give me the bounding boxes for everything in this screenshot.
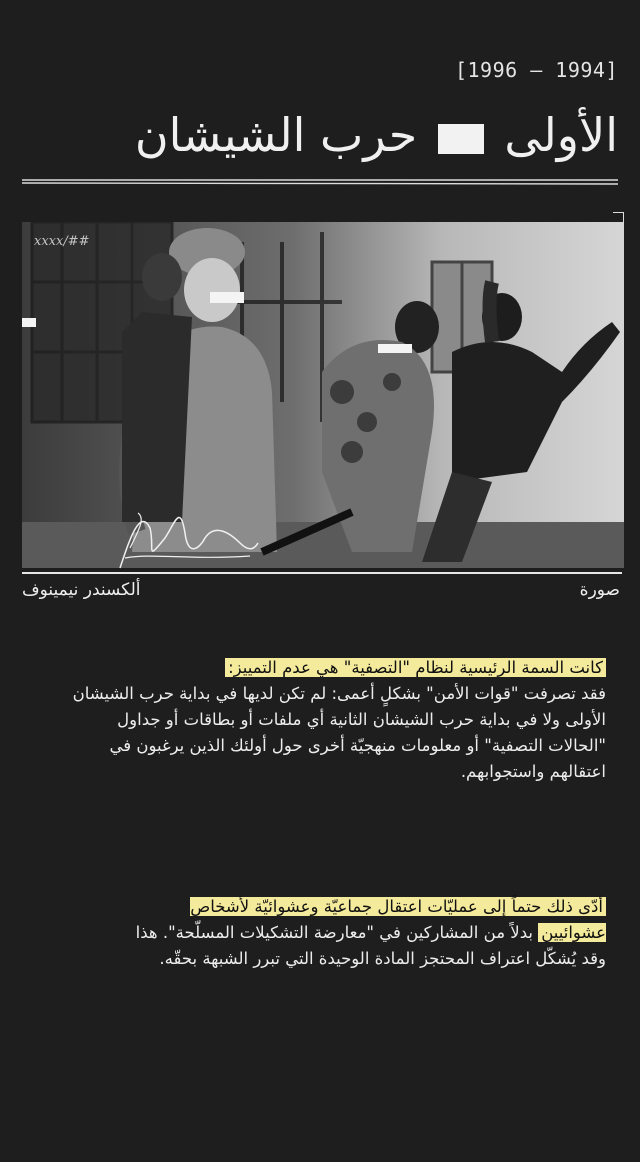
photo-caption-rule <box>22 572 622 574</box>
title-part-2: حرب الشيشان <box>134 108 418 162</box>
paragraph-1 <box>66 655 606 785</box>
paragraph-1-highlight: كانت السمة الرئيسية لنظام "التصفية" هي عدم التمييز: <box>225 658 606 677</box>
redaction-block <box>438 124 484 154</box>
photo-frame-corner-tr <box>613 212 624 223</box>
photo-author: ألكسندر نيمينوف <box>22 580 141 600</box>
photo-label: صورة <box>579 580 620 600</box>
photo-scribble: xxxx/## <box>34 234 90 249</box>
period-years: [1996 – 1994] <box>454 58 618 82</box>
paragraph-2-body: بدلاً من المشاركين في "معارضة التشكيلات المسلّحة". هذا وقد يُشكّل اعتراف المحتجز المادة الوحيدة التي تبرر الشبهة بحقّه. <box>135 923 606 968</box>
title-underline <box>22 176 618 188</box>
paragraph-2-highlight: أدّى ذلك حتماً إلى عمليّات اعتقال جماعيّة وعشوائيّة لأشخاص عشوائيين <box>190 897 606 942</box>
title-part-1: الأولى <box>504 108 618 162</box>
page-title <box>18 102 618 168</box>
paragraph-2 <box>126 894 606 972</box>
paragraph-1-body: فقد تصرفت "قوات الأمن" بشكلٍ أعمى: لم تكن لديها في بداية حرب الشيشان الأولى ولا في بداية حرب الشيشان الثانية أي ملفات أو بطاقات أو جداول "الحالات التصفية" أو معلومات منهجيّة أخرى حول أولئك الذين يرغبون في اعتقالهم واستجوابهم. <box>72 684 606 781</box>
photographer-signature <box>110 498 260 578</box>
